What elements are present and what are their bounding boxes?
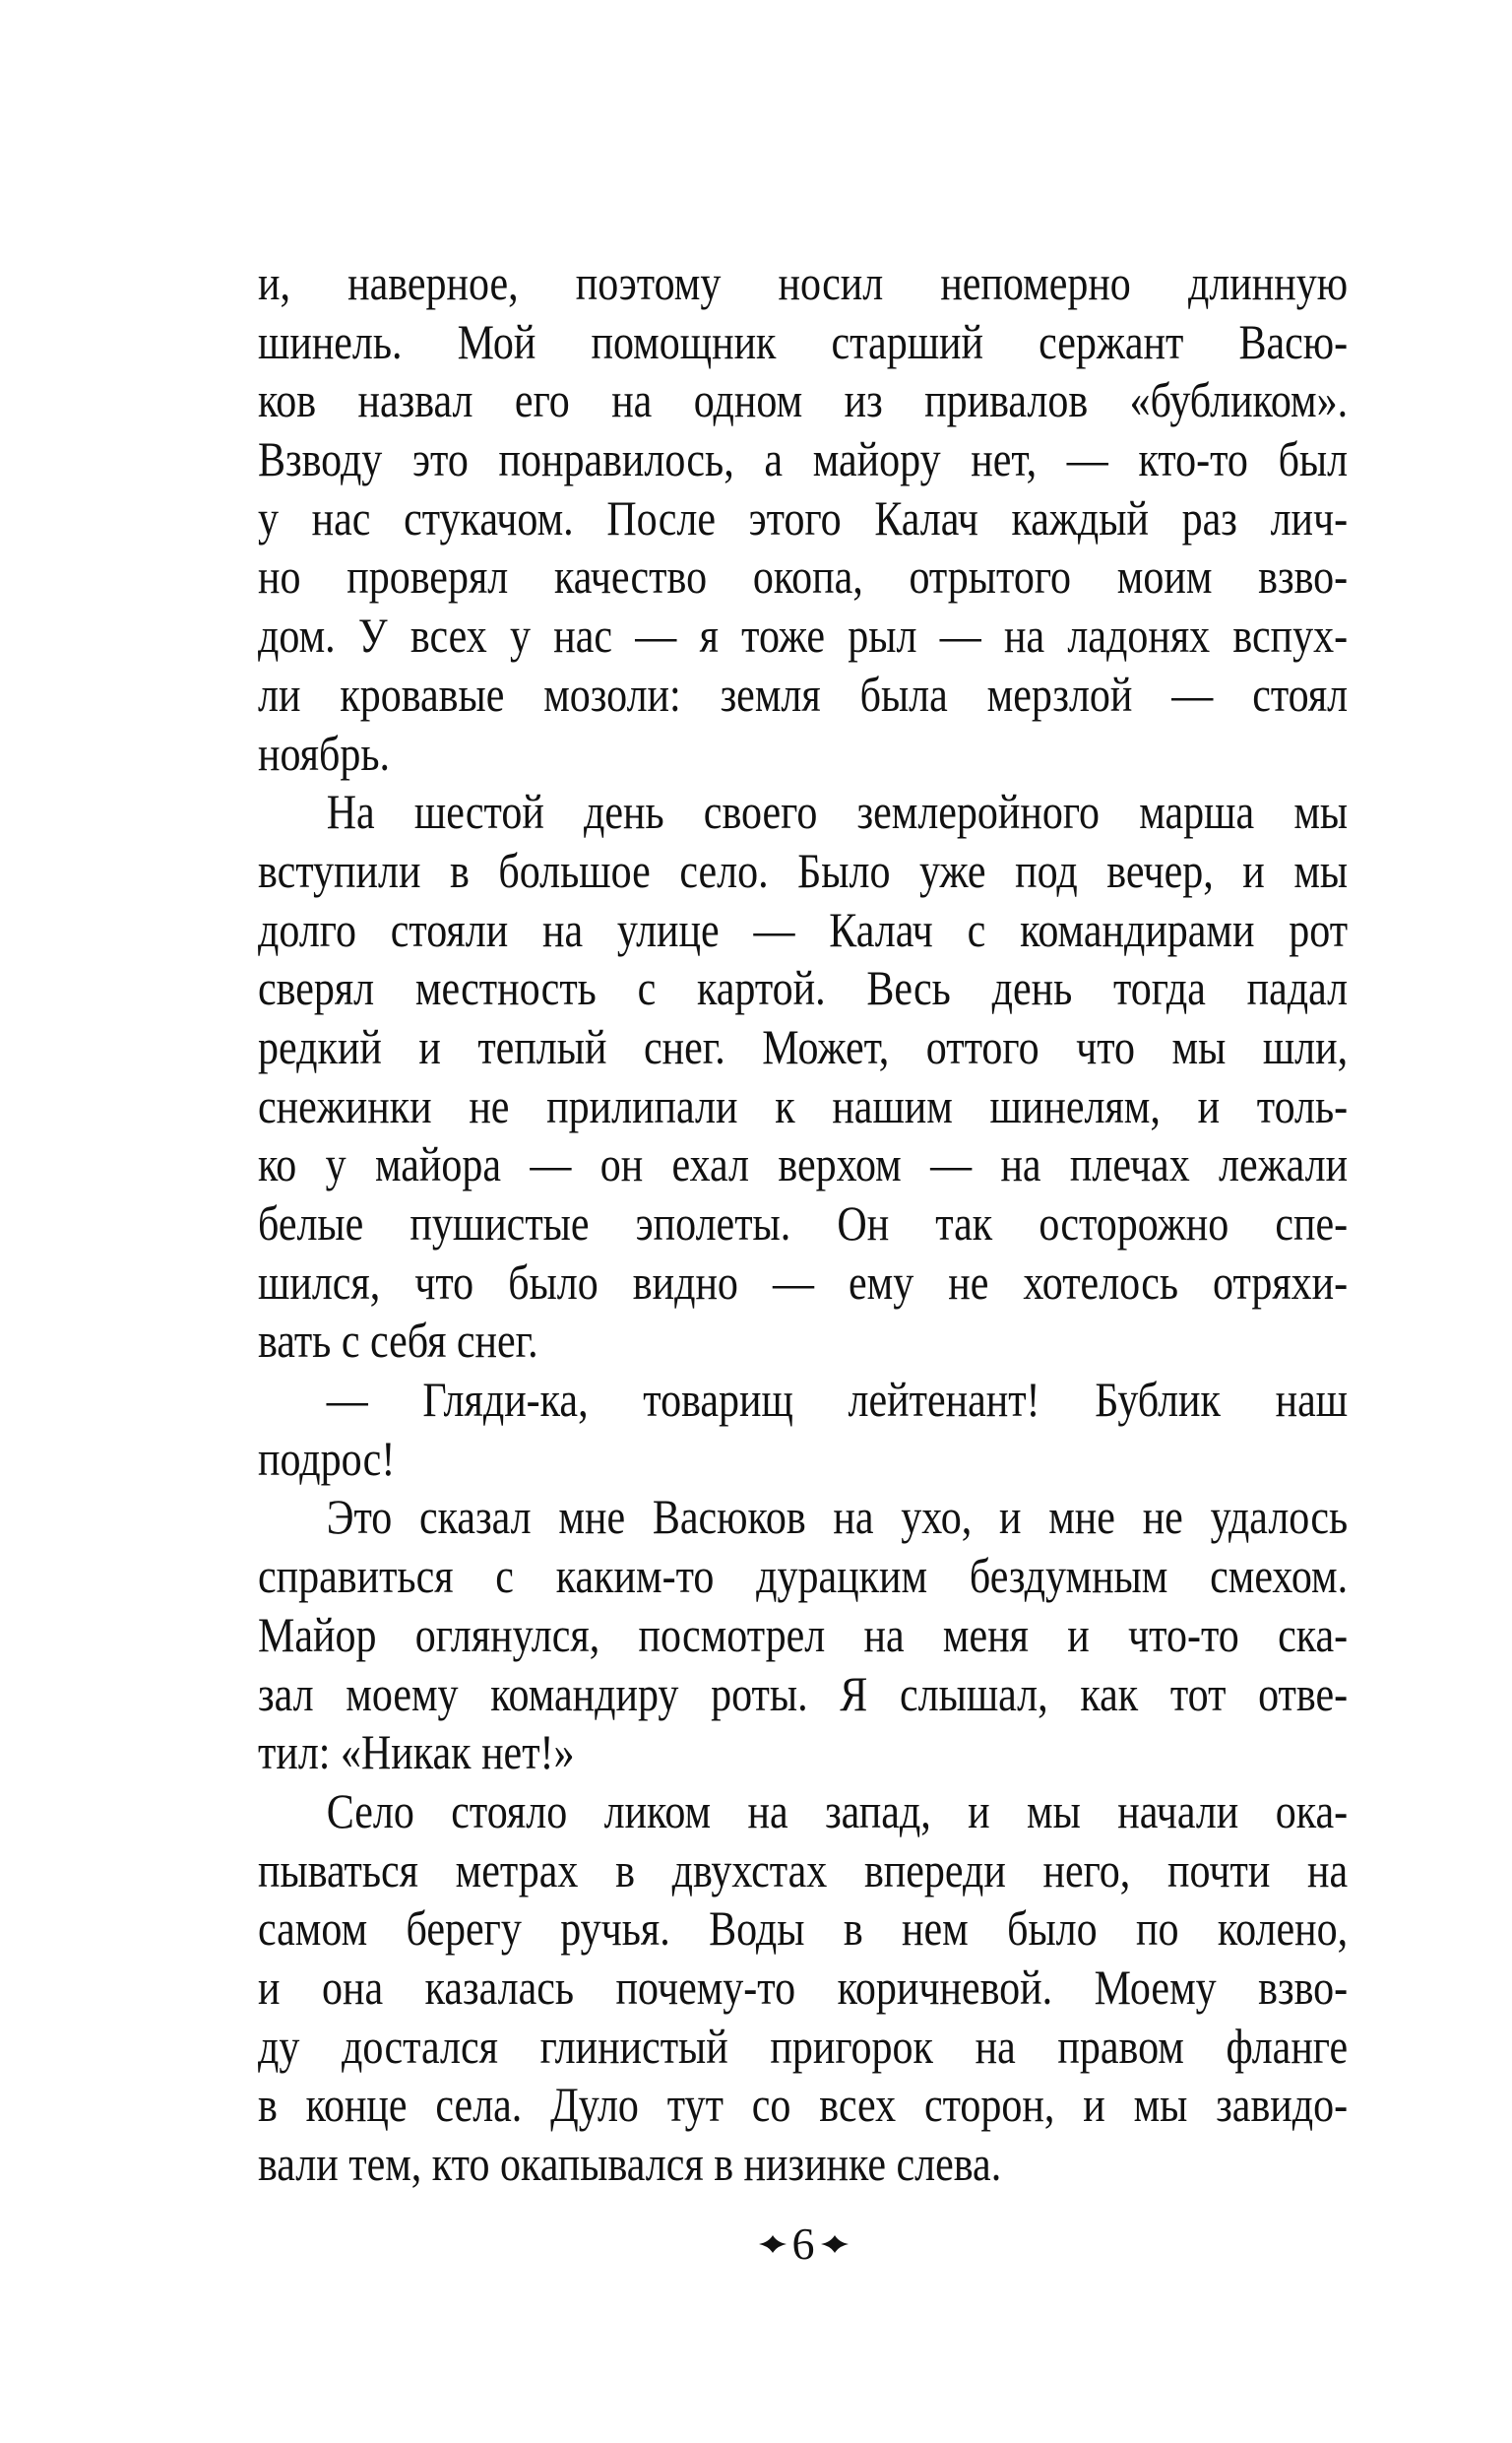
text-line: вали тем, кто окапывался в низинке слева. [258, 2136, 1002, 2191]
text-line: и она казалась почему-то коричневой. Моему взво- [258, 1959, 1349, 2015]
paragraph [258, 254, 1348, 783]
text-line: у нас стукачом. После этого Калач каждый раз лич- [258, 489, 1349, 546]
paragraph [258, 1371, 1348, 1488]
text-line: Село стояло ликом на запад, и мы начали ока- [326, 1782, 1349, 1838]
text-line: сверял местность с картой. Весь день тогда падал [258, 960, 1349, 1016]
page-number: 6 [791, 2218, 815, 2269]
paragraph [258, 1488, 1348, 1781]
text-line: Взводу это понравилось, а майору нет, — кто-то был [258, 431, 1349, 487]
text-line: редкий и теплый снег. Может, оттого что мы шли, [258, 1018, 1349, 1074]
text-line: Майор оглянулся, посмотрел на меня и что-то ска- [258, 1606, 1349, 1662]
text-line: ли кровавые мозоли: земля была мерзлой — стоял [258, 666, 1349, 722]
paragraph [258, 783, 1348, 1371]
text-line: самом берегу ручья. Воды в нем было по колено, [258, 1900, 1349, 1957]
text-line: зал моему командиру роты. Я слышал, как тот отве- [258, 1665, 1349, 1721]
text-line: долго стояли на улице — Калач с командирами рот [258, 901, 1349, 957]
text-line: ду достался глинистый пригорок на правом фланге [258, 2018, 1349, 2074]
text-line: ноябрь. [258, 725, 391, 781]
text-line: ко у майора — он ехал верхом — на плечах лежали [258, 1136, 1349, 1192]
text-line: вступили в большое село. Было уже под вечер, и мы [258, 842, 1349, 898]
text-line: белые пушистые эполеты. Он так осторожно спе- [258, 1195, 1349, 1251]
four-point-star-icon [821, 2235, 849, 2253]
text-line: тил: «Никак нет!» [258, 1724, 575, 1780]
text-line: шился, что было видно — ему не хотелось отряхи- [258, 1254, 1349, 1310]
text-line: снежинки не прилипали к нашим шинелям, и толь- [258, 1077, 1349, 1133]
text-line: в конце села. Дуло тут со всех сторон, и мы завидо- [258, 2077, 1349, 2133]
text-line: ков назвал его на одном из привалов «бубликом». [258, 372, 1349, 428]
page-footer [0, 2214, 1512, 2269]
text-line: и, наверное, поэтому носил непомерно длинную [258, 255, 1349, 310]
four-point-star-icon [759, 2235, 787, 2253]
text-line: пываться метрах в двухстах впереди него, почти на [258, 1841, 1349, 1897]
text-line: — Гляди-ка, товарищ лейтенант! Бублик наш [326, 1372, 1349, 1428]
text-line: шинель. Мой помощник старший сержант Васю- [258, 313, 1349, 369]
page-number-group [664, 2219, 849, 2269]
text-line: вать с себя снег. [258, 1313, 538, 1369]
text-line: подрос! [258, 1430, 396, 1486]
text-line: На шестой день своего землеройного марша мы [326, 784, 1349, 840]
text-line: дом. У всех у нас — я тоже рыл — на ладонях вспух- [258, 608, 1349, 664]
text-line: но проверял качество окопа, отрытого моим взво- [258, 548, 1349, 605]
text-line: справиться с каким-то дурацким бездумным смехом. [258, 1548, 1349, 1604]
text-line: Это сказал мне Васюков на ухо, и мне не удалось [326, 1489, 1349, 1545]
body-text [258, 254, 1348, 2194]
paragraph [258, 1782, 1348, 2194]
